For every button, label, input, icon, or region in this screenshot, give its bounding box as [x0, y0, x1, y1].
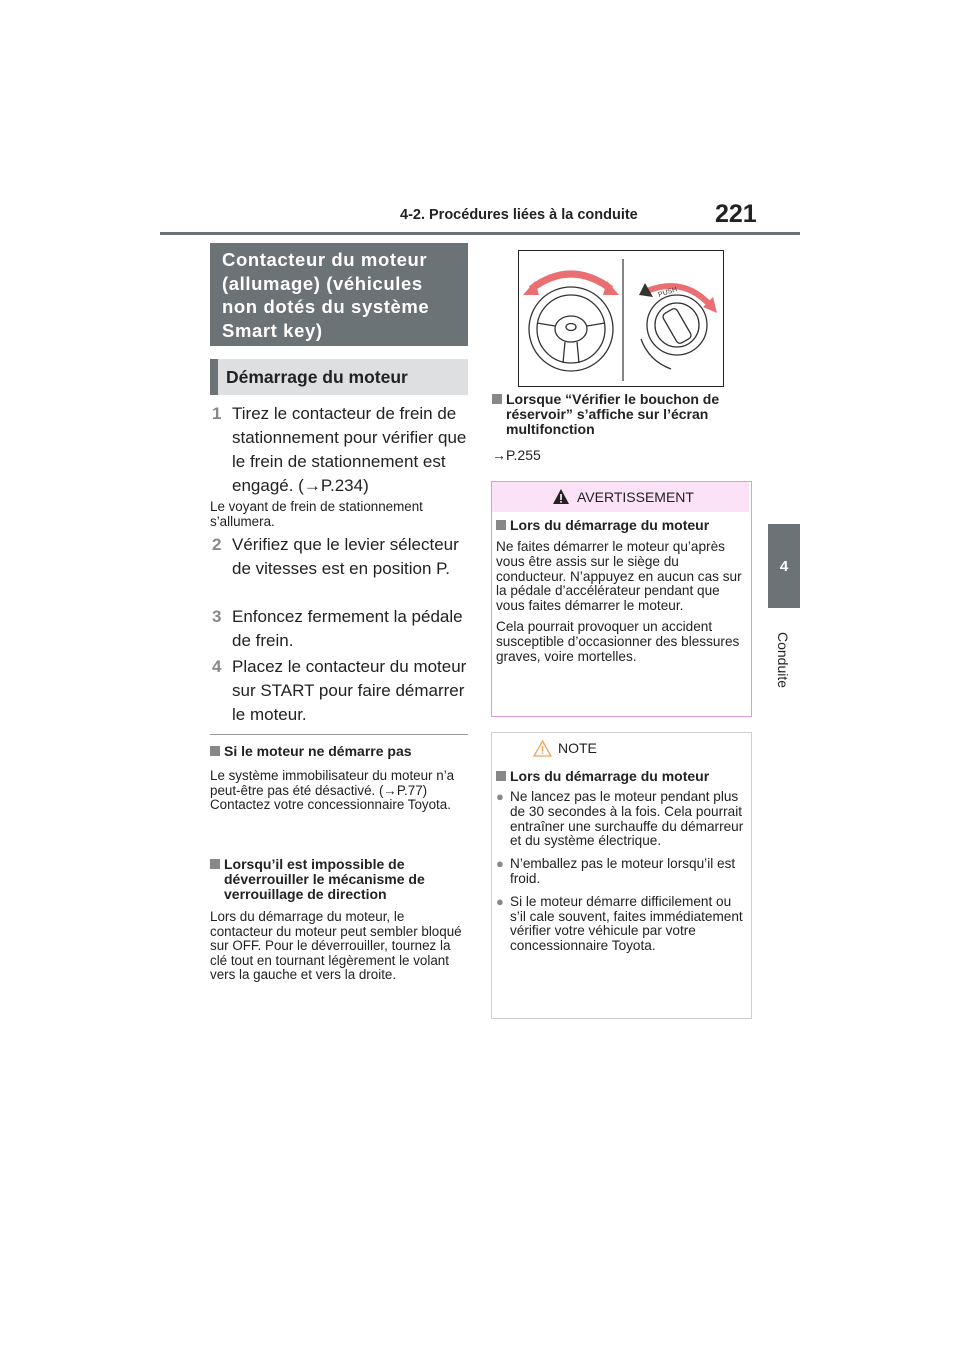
step-1-note: Le voyant de frein de stationnement s’allumera. [210, 499, 423, 529]
ignition-key-icon [641, 295, 707, 369]
square-bullet-icon [492, 394, 502, 404]
circle-bullet-icon: ● [496, 893, 504, 909]
warning-box [491, 481, 752, 717]
step-4 [212, 655, 472, 727]
warning-para-1: Ne faites démarrer le moteur qu’après vous être assis sur le siège du conducteur. N’appuyez en aucun cas sur la pédale d’accélérateur pendant que vous faites démarrer le moteur. [496, 539, 742, 614]
page-reference-link[interactable]: →P.255 [492, 447, 541, 463]
step-number: 1 [212, 404, 222, 423]
note-title-text: NOTE [558, 740, 597, 756]
step-number: 4 [212, 657, 222, 676]
header-rule [160, 232, 800, 235]
step-text: Placez le contacteur du moteur sur START pour faire démarrer le moteur. [232, 657, 467, 724]
subsection-title: Démarrage du moteur [210, 359, 468, 395]
section-steering-lock [210, 857, 468, 983]
step-number: 3 [212, 607, 222, 626]
note-content [496, 769, 746, 954]
step-text: Vérifiez que le levier sélecteur de vitesses est en position P. [232, 535, 459, 578]
square-bullet-icon [496, 771, 506, 781]
chapter-tab: 4 [768, 524, 800, 608]
warning-heading: Lors du démarrage du moteur [496, 518, 744, 533]
square-bullet-icon [496, 520, 506, 530]
note-item-3: ● Si le moteur démarre difficilement ou s’il cale souvent, faites immédiatement vérifier votre véhicule par votre concessionnaire Toyota. [496, 893, 743, 954]
warning-content [496, 518, 744, 664]
circle-bullet-icon: ● [496, 856, 504, 872]
chapter-label-text: Conduite [775, 631, 791, 689]
warning-icon [552, 488, 570, 505]
square-bullet-icon [210, 746, 220, 756]
page-title: Contacteur du moteur (allumage) (véhicules non dotés du système Smart key) [210, 243, 468, 346]
section-check-fuel-cap: Lorsque “Vérifier le bouchon de réservoir” s’affiche sur l’écran multifonction [492, 392, 768, 437]
step-text: Tirez le contacteur de frein de stationnement pour vérifier que le frein de stationnement est engagé. (→P.234) [232, 404, 467, 495]
note-heading: Lors du démarrage du moteur [496, 769, 746, 784]
step-number: 2 [212, 535, 222, 554]
ignition-illustration [518, 250, 724, 387]
step-2 [212, 533, 472, 581]
circle-bullet-icon: ● [496, 789, 504, 804]
note-item-1: ● Ne lancez pas le moteur pendant plus de 30 secondes à la fois. Cela pourrait entraîner une surchauffe du démarreur et du système électrique. [496, 789, 744, 849]
caution-outline-icon [533, 740, 552, 757]
warning-title: AVERTISSEMENT [577, 489, 694, 505]
step-text: Enfoncez fermement la pédale de frein. [232, 607, 463, 650]
section-heading: Lorsqu’il est impossible de déverrouiller le mécanisme de verrouillage de direction [210, 857, 468, 902]
warning-para-2: Cela pourrait provoquer un accident susceptible d’occasionner des blessures graves, voire mortelles. [496, 618, 740, 664]
push-label: PUSH [657, 286, 679, 299]
page-number: 221 [715, 200, 757, 228]
chapter-label [763, 620, 803, 700]
steering-wheel-icon [529, 287, 613, 371]
section-heading: Si le moteur ne démarre pas [210, 744, 468, 759]
note-box [491, 732, 752, 1019]
section-divider [210, 734, 468, 735]
section-body: Le système immobilisateur du moteur n’a peut-être pas été désactivé. (→P.77) Contactez votre concessionnaire Toyota. [210, 768, 455, 812]
warning-header [492, 482, 749, 512]
note-item-2: ● N’emballez pas le moteur lorsqu’il est froid. [496, 856, 736, 886]
step-3 [212, 605, 472, 653]
step-1 [212, 402, 472, 498]
steering-and-key-illustration [519, 251, 723, 386]
square-bullet-icon [210, 859, 220, 869]
section-engine-not-starting [210, 744, 468, 813]
section-header: 4-2. Procédures liées à la conduite [400, 207, 638, 223]
section-body: Lors du démarrage du moteur, le contacteur du moteur peut sembler bloqué sur OFF. Pour le déverrouiller, tournez la clé tout en tournant légèrement le volant vers la gauche et vers la droite. [210, 909, 462, 982]
